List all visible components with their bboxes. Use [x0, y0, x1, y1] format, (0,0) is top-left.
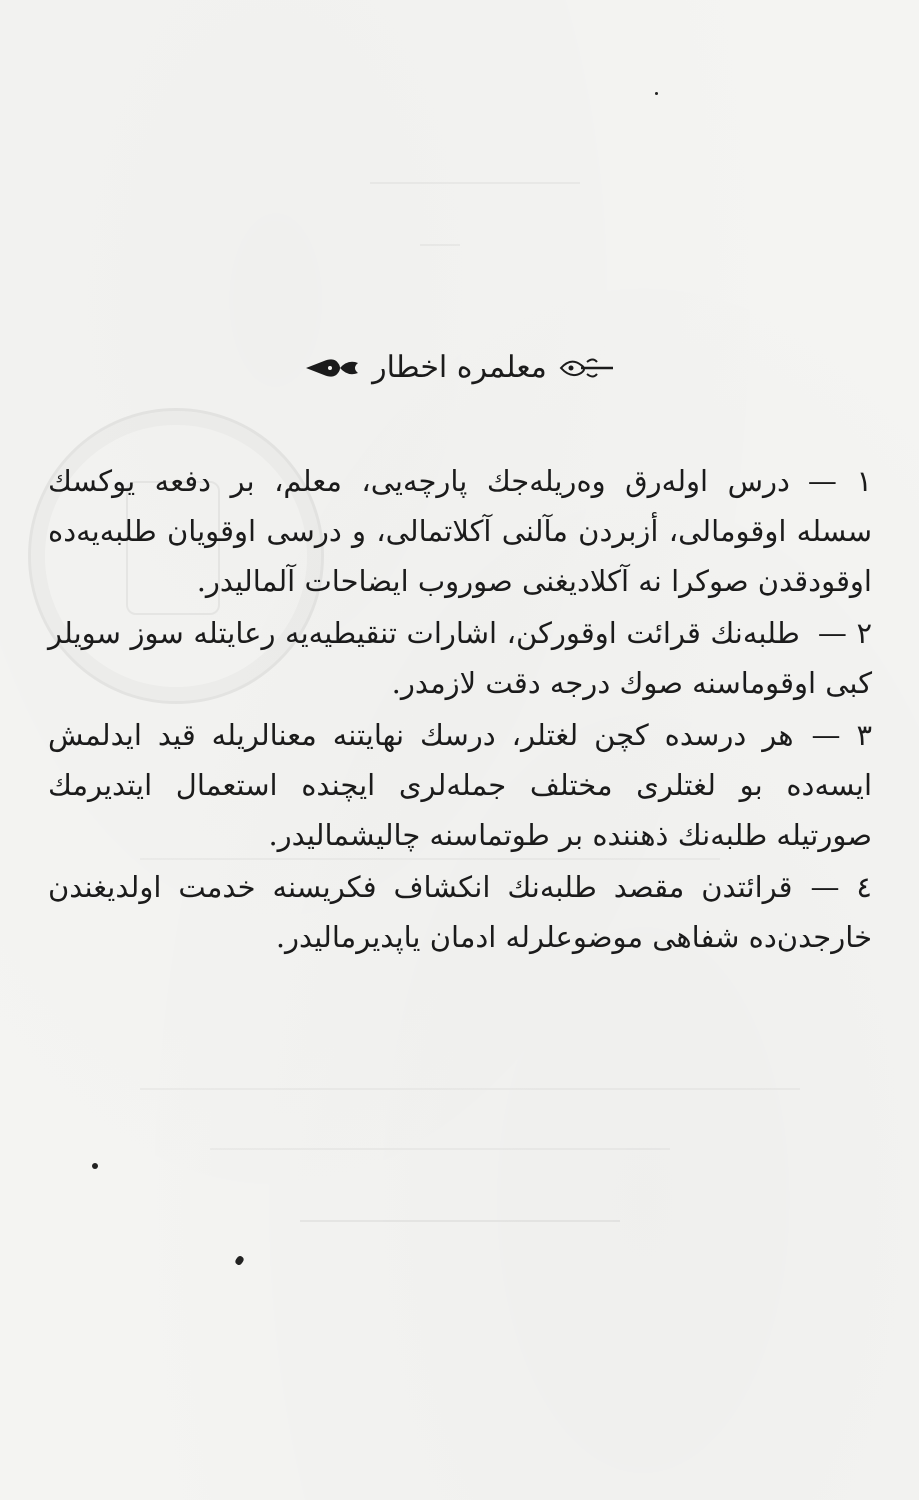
bleed-through-line [300, 1220, 620, 1222]
paragraph-number: ٣ — [811, 718, 873, 752]
bleed-through-line [370, 160, 580, 184]
paragraph-text: طلبه‌نك قرائت اوقورکن، اشارات تنقیطیه‌یه رعایتله سوز سویلر كبی اوقوماسنه صوك درجه دقت لازمدر. [48, 616, 872, 700]
ornament-left-icon [304, 353, 362, 383]
bleed-through-line [420, 228, 460, 246]
ornament-right-icon [557, 353, 615, 383]
dust-speck [234, 1255, 245, 1266]
dust-speck [92, 1163, 98, 1169]
paragraph-text: قرائتدن مقصد طلبه‌نك انكشاف فكریسنه خدمت اولدیغندن خارجدن‌ده شفاهی موضوعلرله ادمان یاپدیرمالیدر. [48, 870, 872, 954]
instruction-paragraph-3 [48, 710, 872, 860]
page-heading [0, 338, 919, 398]
instruction-paragraph-4 [48, 862, 872, 962]
paragraph-number: ٢ — [817, 616, 873, 650]
heading-title: معلمره اخطار [372, 350, 547, 385]
instruction-paragraph-1 [48, 456, 872, 606]
paragraph-text: درس اوله‌رق وه‌ریله‌جك پارچه‌یی، معلم، بر دفعه یوكسك سسله اوقومالی، أزبردن مآلنی آكلاتمالی، و درسی اوقویان طلبه‌یه‌ده اوقودقدن صوكرا نه آكلادیغنی صوروب ایضاحات آلمالیدر. [48, 464, 872, 598]
bleed-through-line [140, 1070, 800, 1090]
bleed-through-line [210, 1130, 670, 1150]
instructions-body [48, 456, 872, 964]
paragraph-number: ١ — [807, 464, 873, 498]
instruction-paragraph-2 [48, 608, 872, 708]
paragraph-number: ٤ — [810, 870, 872, 904]
dust-speck [655, 92, 658, 95]
paragraph-text: هر درسده كچن لغتلر، درسك نهایتنه معنالریله قید ایدلمش ایسه‌ده بو لغتلری مختلف جمله‌لری ایچنده استعمال ایتدیرمك صورتیله طلبه‌نك ذهننده بر طوتماسنه چالیشمالیدر. [48, 718, 872, 852]
